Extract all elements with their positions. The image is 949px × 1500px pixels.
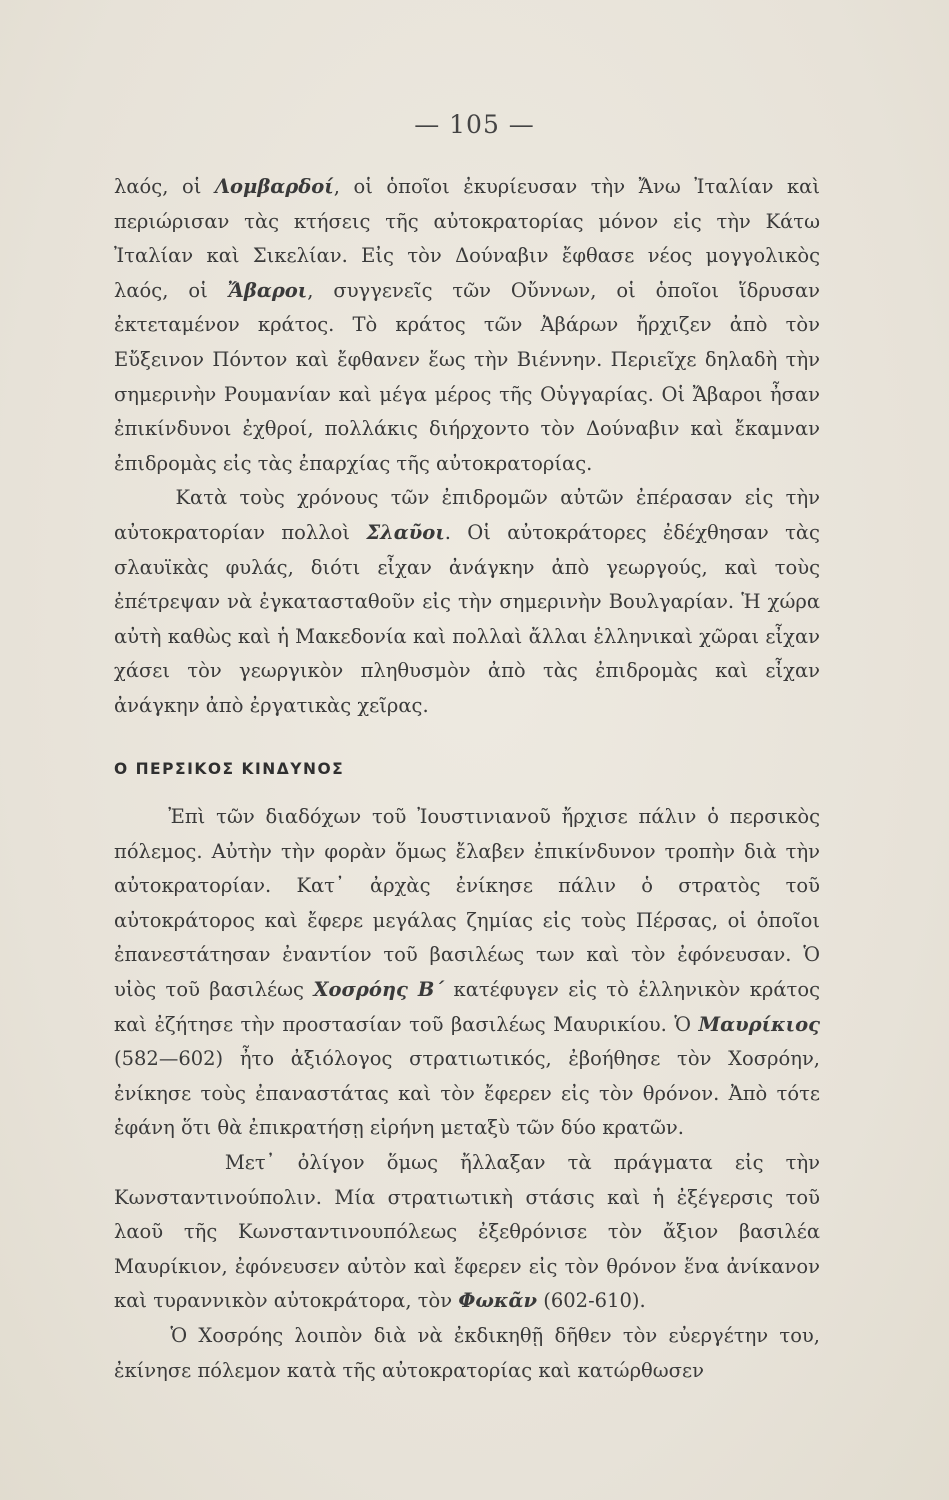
text-run: Κατὰ τοὺς χρόνους τῶν ἐπιδρομῶν αὐτῶν ἐπέρασαν εἰς τὴν αὐτοκρατορίαν πολλοὶ — [114, 486, 820, 544]
emphasis-phocas: Φωκᾶν — [458, 1289, 538, 1313]
text-run: , οἱ ὁποῖοι ἐκυρίευσαν τὴν Ἄνω Ἰταλίαν καὶ περιώρισαν τὰς κτήσεις τῆς αὐτοκρατορίας μόνον εἰς τὴν Κάτω Ἰταλίαν καὶ Σικελίαν. Εἰς τὸν Δούναβιν ἔφθασε νέος μογγολικὸς λαός, οἱ — [114, 175, 820, 302]
emphasis-slavs: Σλαῦοι — [366, 520, 445, 544]
paragraph — [114, 170, 820, 481]
text-run: (582—602) ἦτο ἀξιόλογος στρατιωτικός, ἐβοήθησε τὸν Χοσρόην, ἐνίκησε τοὺς ἐπαναστάτας καὶ τὸν ἔφερεν εἰς τὸν θρόνον. Ἀπὸ τότε ἐφάνη ὅτι θὰ ἐπικρατήσῃ εἰρήνη μεταξὺ τῶν δύο κρατῶν. — [114, 1047, 820, 1140]
text-section-persian-danger — [114, 800, 820, 1388]
paragraph — [114, 1146, 820, 1319]
text-run: Ἐπὶ τῶν διαδόχων τοῦ Ἰουστινιανοῦ ἤρχισε πάλιν ὁ περσικὸς πόλεμος. Αὐτὴν τὴν φορὰν ὅμως ἔλαβεν ἐπικίνδυνον τροπὴν διὰ τὴν αὐτοκρατορίαν. Κατ᾽ ἀρχὰς ἐνίκησε πάλιν ὁ στρατὸς τοῦ αὐτοκράτορος καὶ ἔφερε μεγάλας ζημίας εἰς τοὺς Πέρσας, οἱ ὁποῖοι ἐπανεστάτησαν ἐναντίον τοῦ βασιλέως των καὶ τὸν ἐφόνευσαν. Ὁ υἱὸς τοῦ βασιλέως — [114, 805, 820, 1001]
paragraph — [114, 481, 820, 723]
text-run: κατέφυγεν εἰς τὸ ἑλληνικὸν κράτος καὶ ἐζήτησε τὴν προστασίαν τοῦ βασιλέως Μαυρικίου. Ὁ — [114, 977, 820, 1036]
text-section-lombards-avars — [114, 170, 820, 724]
text-run: (602-610). — [537, 1289, 646, 1313]
emphasis-maurice: Μαυρίκιος — [698, 1012, 820, 1036]
emphasis-chosroes: Χοσρόης Β΄ — [313, 977, 445, 1001]
page-number: — 105 — — [414, 110, 535, 139]
emphasis-avars: Ἄβαροι — [227, 278, 308, 302]
emphasis-lombards: Λομβαρδοί — [214, 175, 334, 198]
text-run: , συγγενεῖς τῶν Οὔννων, οἱ ὁποῖοι ἵδρυσαν ἐκτεταμένον κράτος. Τὸ κράτος τῶν Ἀβάρων ἤρχιζεν ἀπὸ τὸν Εὔξεινον Πόντον καὶ ἔφθανεν ἕως τὴν Βιέννην. Περιεῖχε δηλαδὴ τὴν σημερινὴν Ρουμανίαν καὶ μέγα μέρος τῆς Οὑγγαρίας. Οἱ Ἄβαροι ἦσαν ἐπικίνδυνοι ἐχθροί, πολλάκις διήρχοντο τὸν Δούναβιν καὶ ἔκαμναν ἐπιδρομὰς εἰς τὰς ἐπαρχίας τῆς αὐτοκρατορίας. — [114, 278, 820, 475]
text-run: λαός, οἱ — [114, 175, 215, 198]
text-run: Μετ᾽ ὀλίγον ὅμως ἤλλαξαν τὰ πράγματα εἰς τὴν Κωνσταντινούπολιν. Μία στρατιωτικὴ στάσις καὶ ἡ ἐξέγερσις τοῦ λαοῦ τῆς Κωνσταντινουπόλεως ἐξεθρόνισε τὸν ἄξιον βασιλέα Μαυρίκιον, ἐφόνευσεν αὐτὸν καὶ ἔφερεν εἰς τὸν θρόνον ἕνα ἀνίκανον καὶ τυραννικὸν αὐτοκράτορα, τὸν — [114, 1150, 820, 1313]
text-run: . Οἱ αὐτοκράτορες ἐδέχθησαν τὰς σλαυϊκὰς φυλάς, διότι εἶχαν ἀνάγκην ἀπὸ γεωργούς, καὶ τοὺς ἐπέτρεψαν νὰ ἐγκατασταθοῦν εἰς τὴν σημερινὴν Βουλγαρίαν. Ἡ χώρα αὐτὴ καθὼς καὶ ἡ Μακεδονία καὶ πολλαὶ ἄλλαι ἑλληνικαὶ χῶραι εἶχαν χάσει τὸν γεωργικὸν πληθυσμὸν ἀπὸ τὰς ἐπιδρομὰς καὶ εἶχαν ἀνάγκην ἀπὸ ἐργατικὰς χεῖρας. — [114, 520, 820, 717]
paragraph — [114, 1319, 820, 1388]
section-heading: Ο ΠΕΡΣΙΚΟΣ ΚΙΝΔΥΝΟΣ — [114, 760, 345, 778]
text-run: Ὁ Χοσρόης λοιπὸν διὰ νὰ ἐκδικηθῇ δῆθεν τὸν εὐεργέτην του, ἐκίνησε πόλεμον κατὰ τῆς αὐτοκρατορίας καὶ κατώρθωσεν — [114, 1323, 820, 1382]
paragraph — [114, 800, 820, 1146]
